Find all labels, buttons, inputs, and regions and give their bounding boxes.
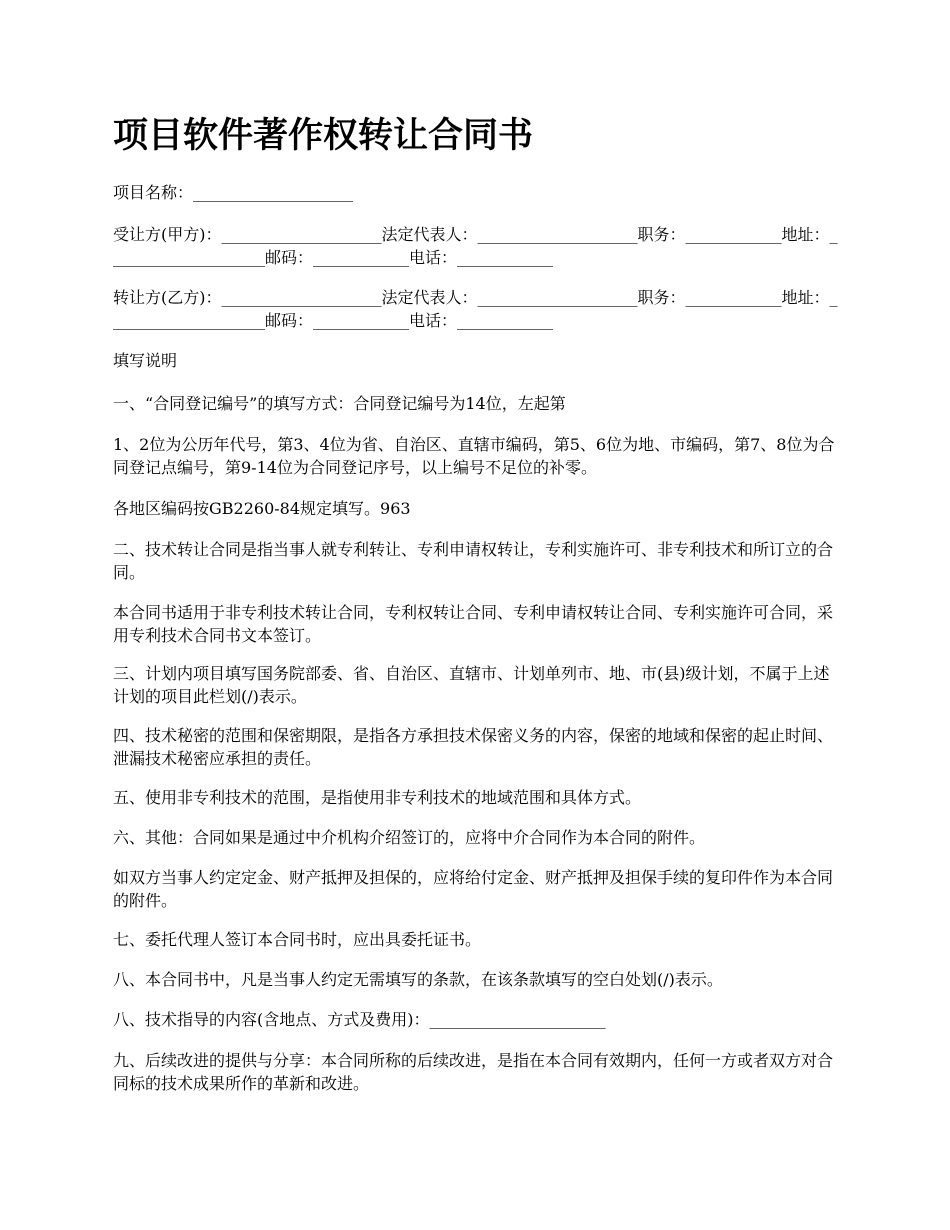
deposit-attachment-note: 如双方当事人约定定金、财产抵押及担保的，应将给付定金、财产抵押及担保手续的复印件作为本合同的附件。: [113, 868, 834, 910]
instructions-heading: 填写说明: [113, 351, 178, 370]
instruction-item-8: 八、本合同书中，凡是当事人约定无需填写的条款，在该条款填写的空白处划(/)表示。: [113, 970, 723, 989]
instruction-item-3: 三、计划内项目填写国务院部委、省、自治区、直辖市、计划单列市、地、市(县)级计划，不属于上述计划的项目此栏划(/)表示。: [113, 664, 830, 706]
region-code-note: 各地区编码按GB2260-84规定填写。963: [113, 499, 411, 518]
instruction-item-1-detail: 1、2位为公历年代号，第3、4位为省、自治区、直辖市编码，第5、6位为地、市编码，第7、8位为合同登记点编号，第9-14位为合同登记序号，以上编号不足位的补零。: [113, 435, 835, 477]
document-title: 项目软件著作权转让合同书: [113, 116, 534, 156]
instruction-item-7: 七、委托代理人签订本合同书时，应出具委托证书。: [113, 930, 482, 949]
instruction-item-4: 四、技术秘密的范围和保密期限，是指各方承担技术保密义务的内容，保密的地域和保密的起止时间、泄漏技术秘密应承担的责任。: [113, 726, 834, 768]
instruction-item-2: 二、技术转让合同是指当事人就专利转让、专利申请权转让，专利实施许可、非专利技术和所订立的合同。: [113, 540, 834, 582]
instruction-item-6: 六、其他：合同如果是通过中介机构介绍签订的，应将中介合同作为本合同的附件。: [113, 828, 706, 847]
applicable-scope-note: 本合同书适用于非专利技术转让合同，专利权转让合同、专利申请权转让合同、专利实施许可合同，采用专利技术合同书文本签订。: [113, 603, 834, 645]
transferee-party-info: 受让方(甲方)：____________________法定代表人：____________________职务：____________地址：____________________邮码：____________电话：____________: [113, 225, 838, 267]
instruction-item-1: 一、“合同登记编号”的填写方式：合同登记编号为14位，左起第: [113, 394, 566, 413]
project-name-line: 项目名称：____________________: [113, 183, 354, 202]
instruction-item-5: 五、使用非专利技术的范围，是指使用非专利技术的地域范围和具体方式。: [113, 788, 642, 807]
technical-guidance-line: 八、技术指导的内容(含地点、方式及费用)：______________________: [113, 1010, 606, 1029]
transferor-party-info: 转让方(乙方)：____________________法定代表人：____________________职务：____________地址：____________________邮码：____________电话：____________: [113, 288, 838, 330]
instruction-item-9: 九、后续改进的提供与分享：本合同所称的后续改进，是指在本合同有效期内，任何一方或者双方对合同标的技术成果所作的革新和改进。: [113, 1051, 834, 1093]
